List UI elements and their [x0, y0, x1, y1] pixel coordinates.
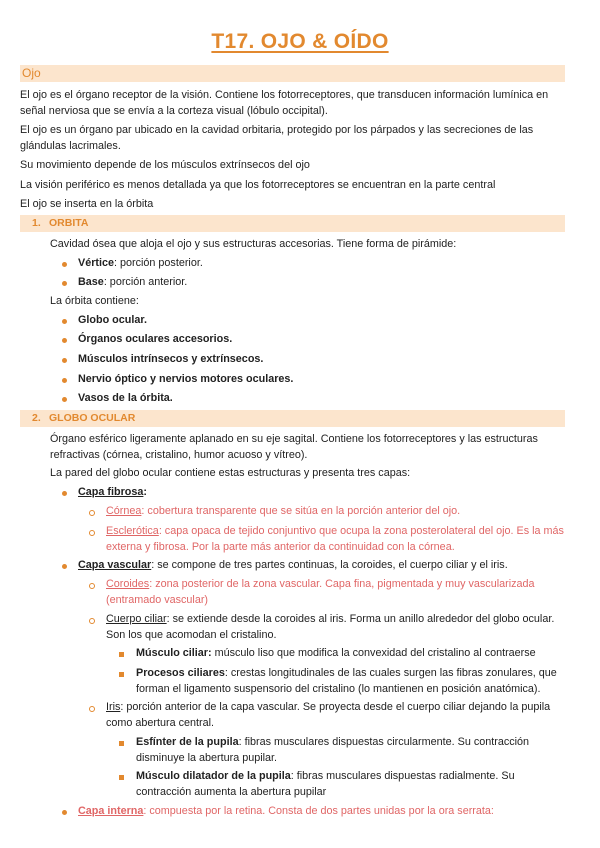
list-item-capa-interna: Capa interna: compuesta por la retina. Consta de dos partes unidas por la ora serrata: — [78, 805, 494, 817]
list-item-capa-vascular: Capa vascular: se compone de tres partes continuas, la coroides, el cuerpo ciliar y el iris. — [78, 559, 508, 571]
intro-paragraph-1: El ojo es el órgano receptor de la visión. Contiene los fotorreceptores, que transducen información lumínica en señal nerviosa que se envía a la corteza visual (lóbulo occipital). — [20, 89, 549, 117]
list-item-esclerotica: Esclerótica: capa opaca de tejido conjuntivo que ocupa la zona posterolateral del ojo. Es la más externa y fibrosa. Por la parte más anterior da continuidad con la córnea. — [106, 525, 564, 553]
intro-paragraph-5: El ojo se inserta en la órbita — [20, 198, 154, 210]
list-item: Nervio óptico y nervios motores oculares. — [78, 373, 294, 385]
orbita-contiene: La órbita contiene: — [50, 295, 139, 307]
bullet-dot-icon — [62, 378, 67, 383]
list-item-coroides: Coroides: zona posterior de la zona vascular. Capa fina, pigmentada y muy vascularizada (entramado vascular) — [106, 578, 535, 606]
globo-description: Órgano esférico ligeramente aplanado en su eje sagital. Contiene los fotorreceptores y las estructuras refractivas (córnea, cristalino, humor acuoso y vítreo). — [50, 433, 538, 461]
page-title: T17. OJO & OÍDO — [211, 30, 389, 53]
bullet-dot-icon — [62, 491, 67, 496]
bullet-square-icon — [119, 775, 124, 780]
bullet-dot-icon — [62, 281, 67, 286]
list-item-iris: Iris: porción anterior de la capa vascular. Se proyecta desde el cuerpo ciliar dejando la pupila como abertura central. — [106, 701, 551, 729]
bullet-square-icon — [119, 652, 124, 657]
list-item: Vasos de la órbita. — [78, 392, 173, 404]
bullet-circle-icon — [89, 706, 95, 712]
bullet-circle-icon — [89, 510, 95, 516]
list-item-capa-fibrosa: Capa fibrosa: — [78, 486, 148, 498]
orbita-description: Cavidad ósea que aloja el ojo y sus estructuras accesorias. Tiene forma de pirámide: — [50, 238, 457, 250]
bullet-dot-icon — [62, 358, 67, 363]
list-item-esfinter-pupila: Esfínter de la pupila: fibras musculares dispuestas circularmente. Su contracción disminuye la abertura pupilar. — [136, 736, 530, 764]
list-item-procesos-ciliares: Procesos ciliares: crestas longitudinales de las cuales surgen las fibras zonulares, que forman el ligamento suspensorio del cristalino (lo mantienen en posición anatómica). — [136, 667, 557, 695]
list-item-base: Base: porción anterior. — [78, 276, 188, 288]
intro-paragraph-3: Su movimiento depende de los músculos extrínsecos del ojo — [20, 159, 310, 171]
list-item-vertice: Vértice: porción posterior. — [78, 257, 203, 269]
list-item: Globo ocular. — [78, 314, 147, 326]
intro-paragraph-2: El ojo es un órgano par ubicado en la cavidad orbitaria, protegido por los párpados y las secreciones de las glándulas lacrimales. — [20, 124, 534, 152]
subsection-heading-orbita — [20, 215, 565, 232]
bullet-dot-icon — [62, 810, 67, 815]
subsection-title: GLOBO OCULAR — [49, 412, 136, 424]
subsection-number: 2. — [32, 412, 41, 424]
bullet-dot-icon — [62, 262, 67, 267]
section-heading-ojo: Ojo — [20, 65, 565, 82]
subsection-heading-globo-ocular — [20, 410, 565, 427]
bullet-dot-icon — [62, 564, 67, 569]
bullet-dot-icon — [62, 338, 67, 343]
list-item: Músculos intrínsecos y extrínsecos. — [78, 353, 264, 365]
bullet-circle-icon — [89, 583, 95, 589]
subsection-number: 1. — [32, 217, 41, 229]
bullet-square-icon — [119, 672, 124, 677]
list-item: Órganos oculares accesorios. — [78, 333, 233, 345]
subsection-title: ORBITA — [49, 217, 89, 229]
bullet-square-icon — [119, 741, 124, 746]
list-item-musculo-ciliar: Músculo ciliar: músculo liso que modifica la convexidad del cristalino al contraerse — [136, 647, 536, 659]
globo-pared: La pared del globo ocular contiene estas estructuras y presenta tres capas: — [50, 467, 411, 479]
bullet-dot-icon — [62, 397, 67, 402]
bullet-circle-icon — [89, 618, 95, 624]
list-item-cornea: Córnea: cobertura transparente que se sitúa en la porción anterior del ojo. — [106, 505, 461, 517]
list-item-musculo-dilatador: Músculo dilatador de la pupila: fibras musculares dispuestas radialmente. Su contracción aumenta la abertura pupilar — [136, 770, 515, 798]
bullet-dot-icon — [62, 319, 67, 324]
bullet-circle-icon — [89, 530, 95, 536]
intro-paragraph-4: La visión periférico es menos detallada ya que los fotorreceptores se encuentran en la parte central — [20, 179, 496, 191]
list-item-cuerpo-ciliar: Cuerpo ciliar: se extiende desde la coroides al iris. Forma un anillo alrededor del globo ocular. Son los que acomodan el cristalino. — [106, 613, 555, 641]
